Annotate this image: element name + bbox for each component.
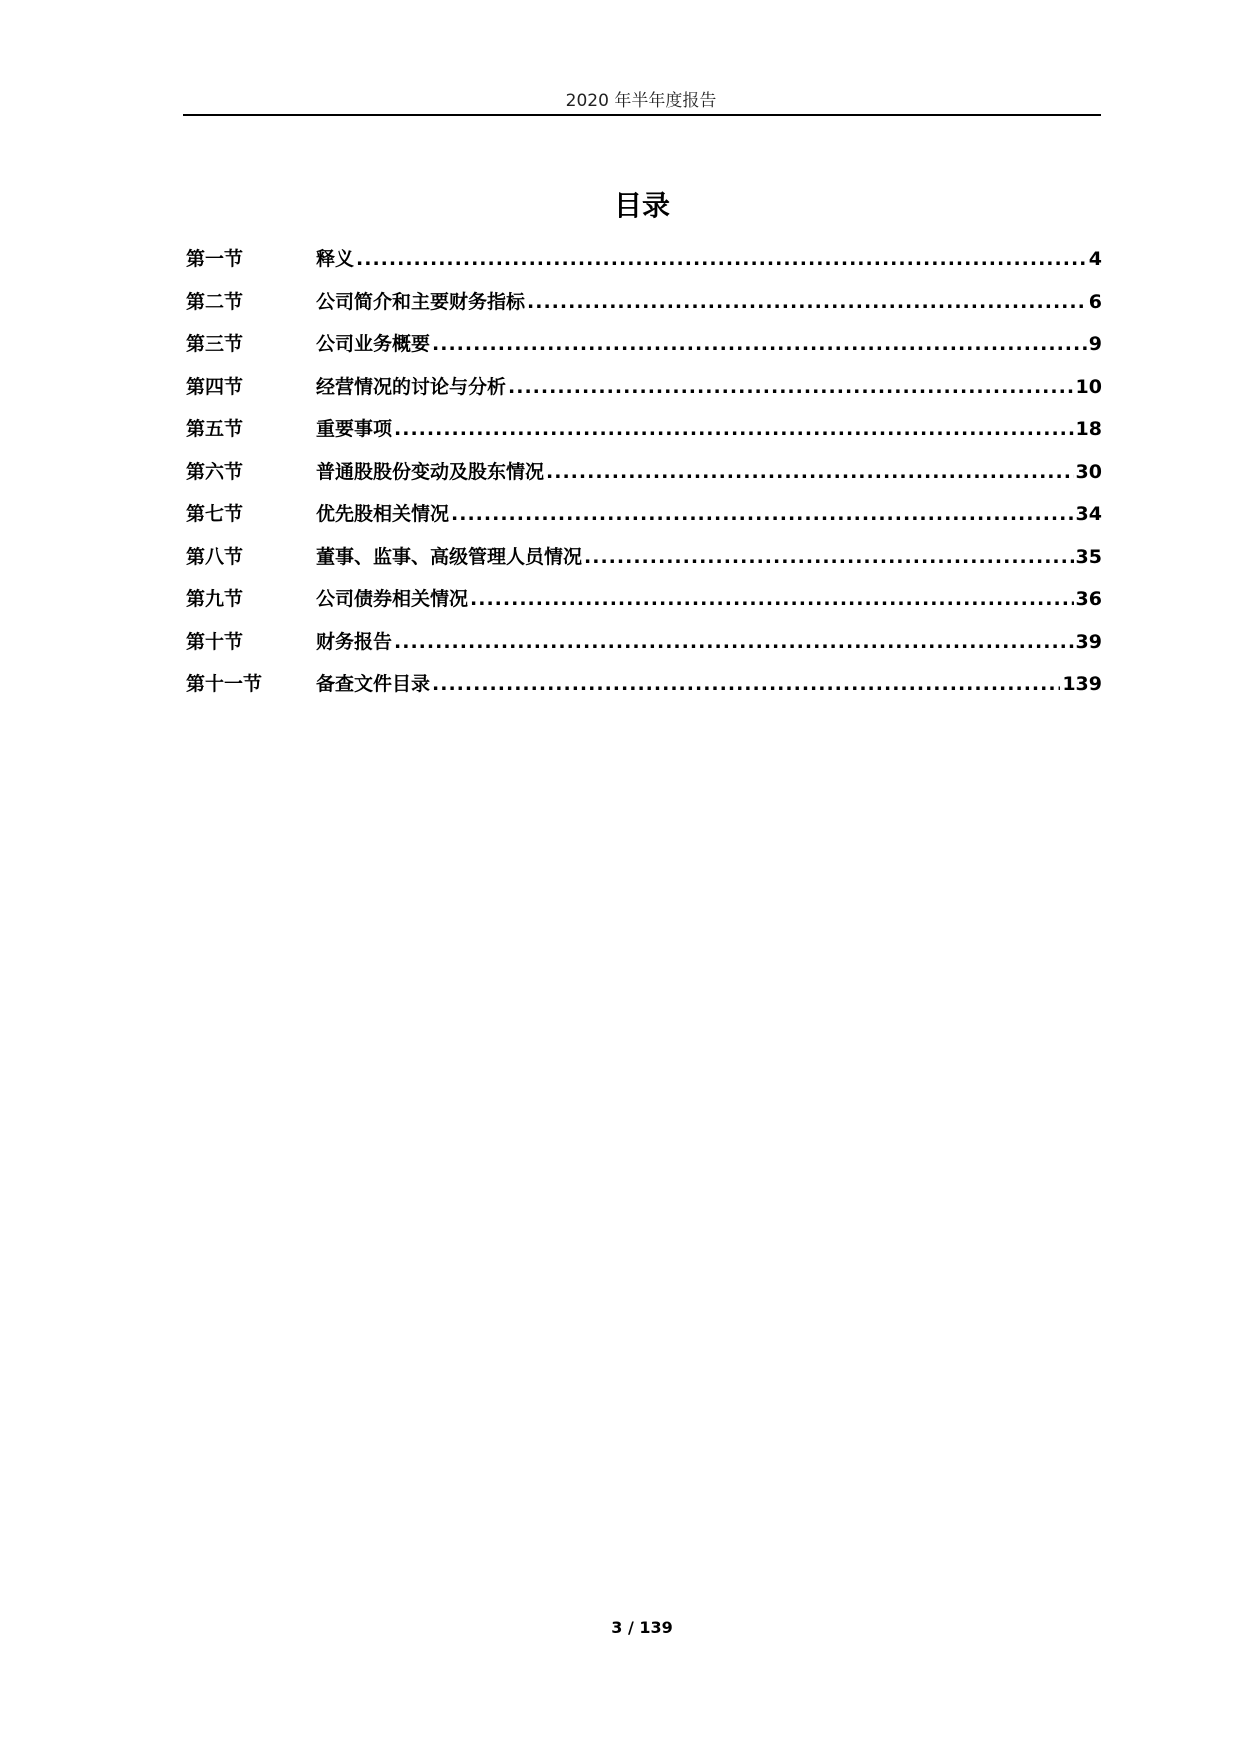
toc-section-name: 公司简介和主要财务指标 (316, 290, 526, 313)
toc-section-number: 第九节 (186, 588, 244, 610)
toc-page-number: 9 (1088, 333, 1102, 355)
toc-page-number: 34 (1075, 503, 1102, 525)
toc-entry[interactable] (186, 238, 1102, 281)
toc-dot-leader (470, 578, 1074, 621)
toc-dot-leader (584, 536, 1074, 579)
toc-section-name: 经营情况的讨论与分析 (316, 375, 507, 398)
toc-section-name: 优先股相关情况 (316, 503, 450, 525)
toc-entry[interactable] (186, 281, 1102, 324)
toc-entry[interactable] (186, 323, 1102, 366)
toc-section-name: 董事、监事、高级管理人员情况 (316, 545, 583, 568)
toc-page-number: 36 (1075, 588, 1102, 610)
toc-section-name: 重要事项 (316, 418, 393, 440)
toc-section-number: 第三节 (186, 333, 244, 355)
toc-page-number: 18 (1075, 418, 1102, 440)
toc-dot-leader (394, 408, 1074, 451)
toc-section-number: 第一节 (186, 248, 244, 270)
toc-page-number: 10 (1075, 375, 1102, 398)
toc-page-number: 139 (1062, 673, 1102, 695)
toc-page-number: 35 (1075, 545, 1102, 568)
header-divider (183, 114, 1101, 116)
toc-section-name: 公司业务概要 (316, 333, 431, 355)
toc-section-number: 第十一节 (186, 673, 263, 695)
running-header: 2020 年半年度报告 (565, 91, 717, 111)
toc-title: 目录 (613, 189, 670, 222)
toc-dot-leader (546, 451, 1074, 494)
toc-entry[interactable] (186, 578, 1102, 621)
toc-section-name: 普通股股份变动及股东情况 (316, 460, 545, 483)
toc-section-number: 第五节 (186, 418, 244, 440)
toc-entry[interactable] (186, 366, 1102, 409)
toc-entry[interactable] (186, 408, 1102, 451)
toc-section-number: 第七节 (186, 503, 244, 525)
toc-entry[interactable] (186, 621, 1102, 664)
toc-section-name: 释义 (316, 248, 355, 270)
toc-entry[interactable] (186, 451, 1102, 494)
toc-dot-leader (432, 323, 1087, 366)
toc-page-number: 6 (1088, 290, 1102, 313)
toc-dot-leader (432, 663, 1060, 706)
toc-dot-leader (394, 621, 1074, 664)
toc-page-number: 30 (1075, 460, 1102, 483)
toc-section-number: 第四节 (186, 375, 244, 398)
toc-page-number: 39 (1075, 630, 1102, 653)
toc-dot-leader (508, 366, 1074, 409)
toc-section-number: 第八节 (186, 545, 244, 568)
toc-entry[interactable] (186, 536, 1102, 579)
toc-entry[interactable] (186, 663, 1102, 706)
toc-section-number: 第二节 (186, 290, 244, 313)
toc-dot-leader (356, 238, 1087, 281)
toc-section-name: 备查文件目录 (316, 673, 431, 695)
toc-dot-leader (527, 281, 1087, 324)
toc-section-name: 公司债券相关情况 (316, 588, 469, 610)
toc-list (186, 238, 1102, 706)
toc-dot-leader (451, 493, 1074, 536)
toc-section-number: 第六节 (186, 460, 244, 483)
toc-section-name: 财务报告 (316, 630, 393, 653)
toc-entry[interactable] (186, 493, 1102, 536)
toc-page-number: 4 (1088, 248, 1102, 270)
page-number-footer: 3 / 139 (611, 1618, 673, 1637)
toc-section-number: 第十节 (186, 630, 244, 653)
